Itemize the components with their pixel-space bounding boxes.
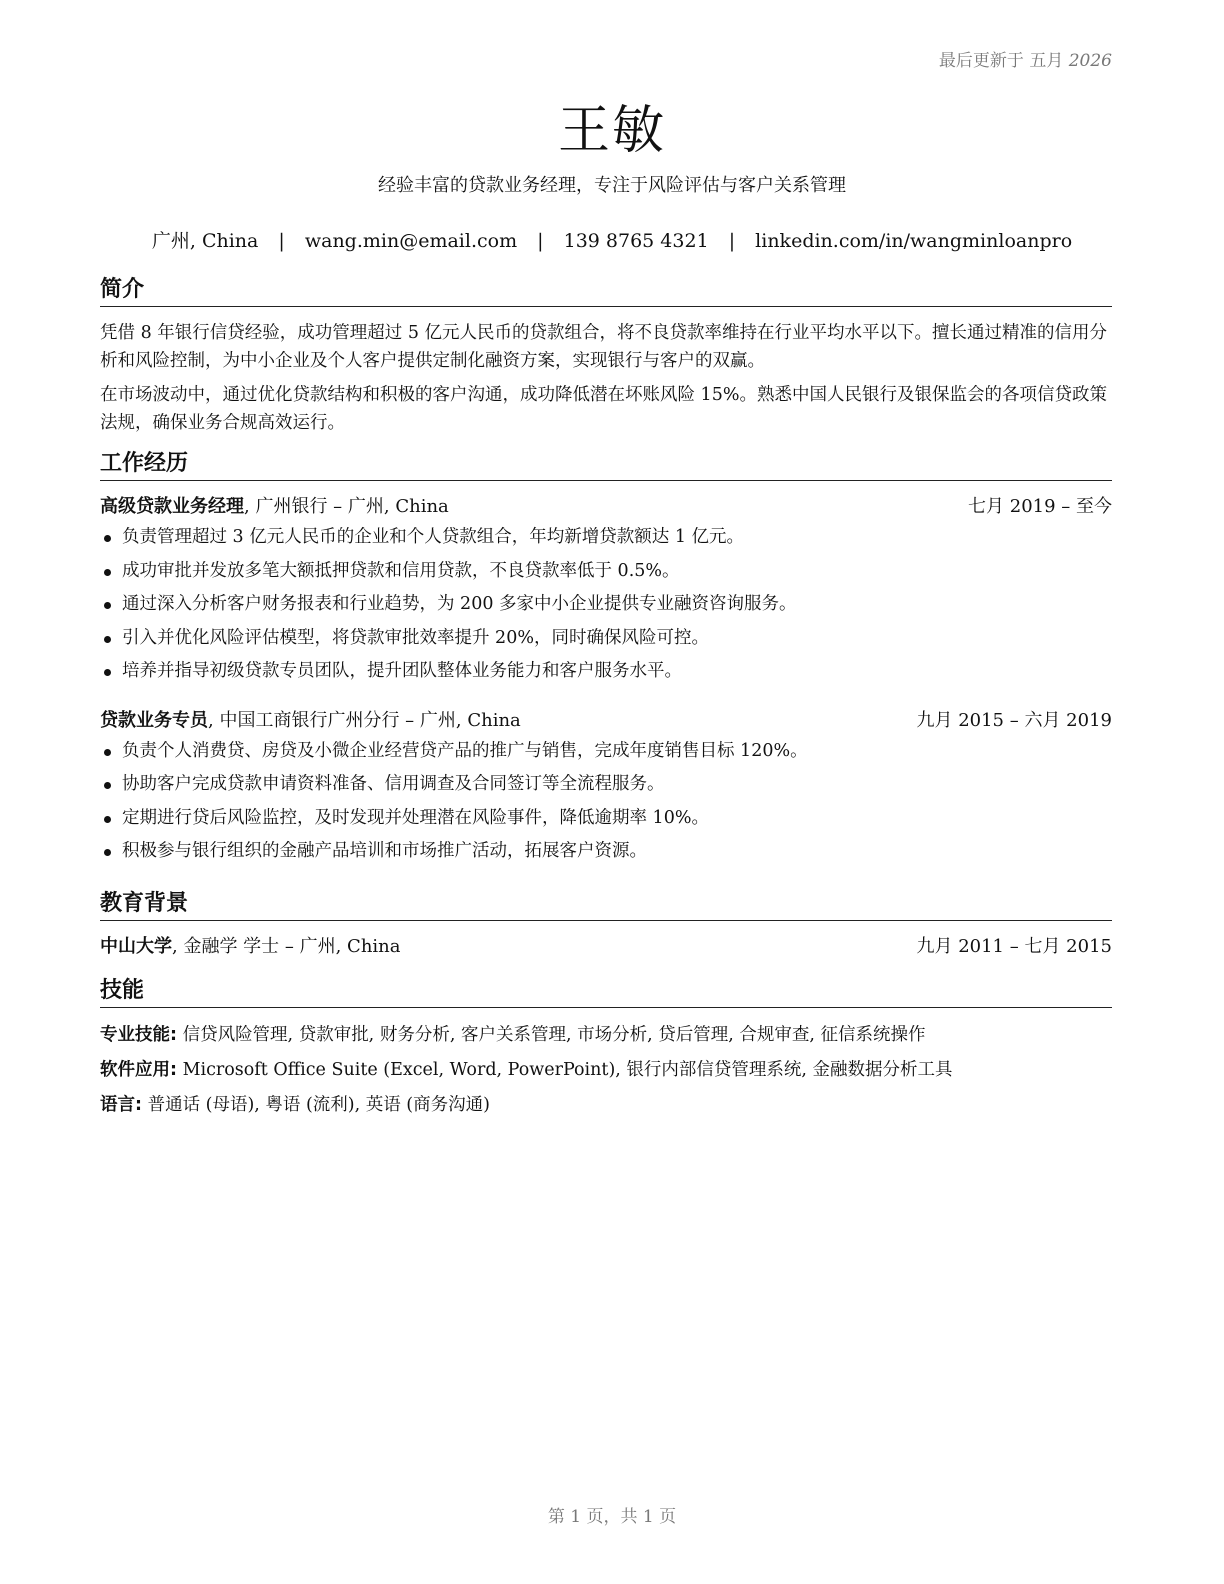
contact-phone: 139 8765 4321	[563, 230, 709, 252]
job-header	[100, 493, 1112, 521]
job-org: , 中国工商银行广州分行 – 广州, China	[208, 709, 521, 731]
list-item: 协助客户完成贷款申请资料准备、信用调查及合同签订等全流程服务。	[100, 768, 1112, 802]
skill-value: Microsoft Office Suite (Excel, Word, PowerPoint), 银行内部信贷管理系统, 金融数据分析工具	[177, 1060, 953, 1080]
list-item: 成功审批并发放多笔大额抵押贷款和信用贷款，不良贷款率低于 0.5%。	[100, 555, 1112, 589]
section-title-experience: 工作经历	[100, 450, 1112, 481]
contact-separator: |	[537, 230, 544, 252]
job-org: , 广州银行 – 广州, China	[244, 496, 449, 517]
list-item: 通过深入分析客户财务报表和行业趋势，为 200 多家中小企业提供专业融资咨询服务。	[100, 588, 1112, 622]
contact-linkedin[interactable]: linkedin.com/in/wangminloanpro	[755, 230, 1073, 252]
education-section	[100, 890, 1112, 961]
list-item: 培养并指导初级贷款专员团队，提升团队整体业务能力和客户服务水平。	[100, 655, 1112, 689]
skills-list	[100, 1018, 1112, 1123]
list-item: 负责管理超过 3 亿元人民币的企业和个人贷款组合，年均新增贷款额达 1 亿元。	[100, 521, 1112, 555]
skill-label: 专业技能:	[100, 1025, 177, 1045]
skill-row	[100, 1053, 1112, 1088]
list-item: 引入并优化风险评估模型，将贷款审批效率提升 20%，同时确保风险可控。	[100, 622, 1112, 656]
skill-row	[100, 1088, 1112, 1123]
last-updated-year: 2026	[1068, 51, 1112, 71]
education-entry	[100, 933, 1112, 961]
job-role: 贷款业务专员	[100, 709, 208, 731]
contact-email[interactable]: wang.min@email.com	[304, 230, 518, 252]
list-item: 定期进行贷后风险监控，及时发现并处理潜在风险事件，降低逾期率 10%。	[100, 802, 1112, 836]
skill-label: 软件应用:	[100, 1060, 177, 1080]
contact-separator: |	[278, 230, 285, 252]
education-dates: 九月 2011 – 七月 2015	[916, 936, 1112, 957]
job-dates: 七月 2019 – 至今	[968, 496, 1112, 517]
section-title-skills: 技能	[100, 977, 1112, 1008]
job-title-line	[100, 493, 449, 521]
job-dates: 九月 2015 – 六月 2019	[916, 709, 1112, 731]
page-number: 第 1 页，共 1 页	[547, 1507, 677, 1527]
summary-section	[100, 276, 1112, 437]
job-entry	[100, 493, 1112, 689]
contact-location: 广州, China	[151, 230, 259, 252]
summary-paragraph: 在市场波动中，通过优化贷款结构和积极的客户沟通，成功降低潜在坏账风险 15%。熟悉中国人民银行及银保监会的各项信贷政策法规，确保业务合规高效运行。	[100, 385, 1107, 433]
skill-row	[100, 1018, 1112, 1053]
section-title-education: 教育背景	[100, 890, 1112, 921]
job-bullets	[100, 521, 1112, 689]
summary-paragraph: 凭借 8 年银行信贷经验，成功管理超过 5 亿元人民币的贷款组合，将不良贷款率维持在行业平均水平以下。擅长通过精准的信用分析和风险控制，为中小企业及个人客户提供定制化融资方案，实现银行与客户的双赢。	[100, 323, 1108, 371]
section-title-summary: 简介	[100, 276, 1112, 307]
tagline: 经验丰富的贷款业务经理，专注于风险评估与客户关系管理	[378, 175, 846, 196]
education-detail: , 金融学 学士 – 广州, China	[172, 936, 401, 957]
skill-value: 信贷风险管理, 贷款审批, 财务分析, 客户关系管理, 市场分析, 贷后管理, 合规审查, 征信系统操作	[177, 1025, 926, 1045]
list-item: 负责个人消费贷、房贷及小微企业经营贷产品的推广与销售，完成年度销售目标 120%。	[100, 735, 1112, 769]
education-school: 中山大学	[100, 936, 172, 957]
job-header	[100, 707, 1112, 735]
education-title-line	[100, 933, 401, 961]
contact-line	[0, 226, 1224, 253]
job-role: 高级贷款业务经理	[100, 496, 244, 517]
last-updated-prefix: 最后更新于 五月	[938, 51, 1064, 71]
skills-section	[100, 977, 1112, 1123]
contact-separator: |	[728, 230, 736, 252]
skill-value: 普通话 (母语), 粤语 (流利), 英语 (商务沟通)	[142, 1095, 490, 1115]
job-entry	[100, 707, 1112, 869]
candidate-name: 王敏	[557, 101, 666, 161]
job-bullets	[100, 735, 1112, 869]
skill-label: 语言:	[100, 1095, 142, 1115]
job-title-line	[100, 707, 521, 735]
last-updated	[939, 46, 1112, 71]
experience-section	[100, 450, 1112, 869]
list-item: 积极参与银行组织的金融产品培训和市场推广活动，拓展客户资源。	[100, 835, 1112, 869]
